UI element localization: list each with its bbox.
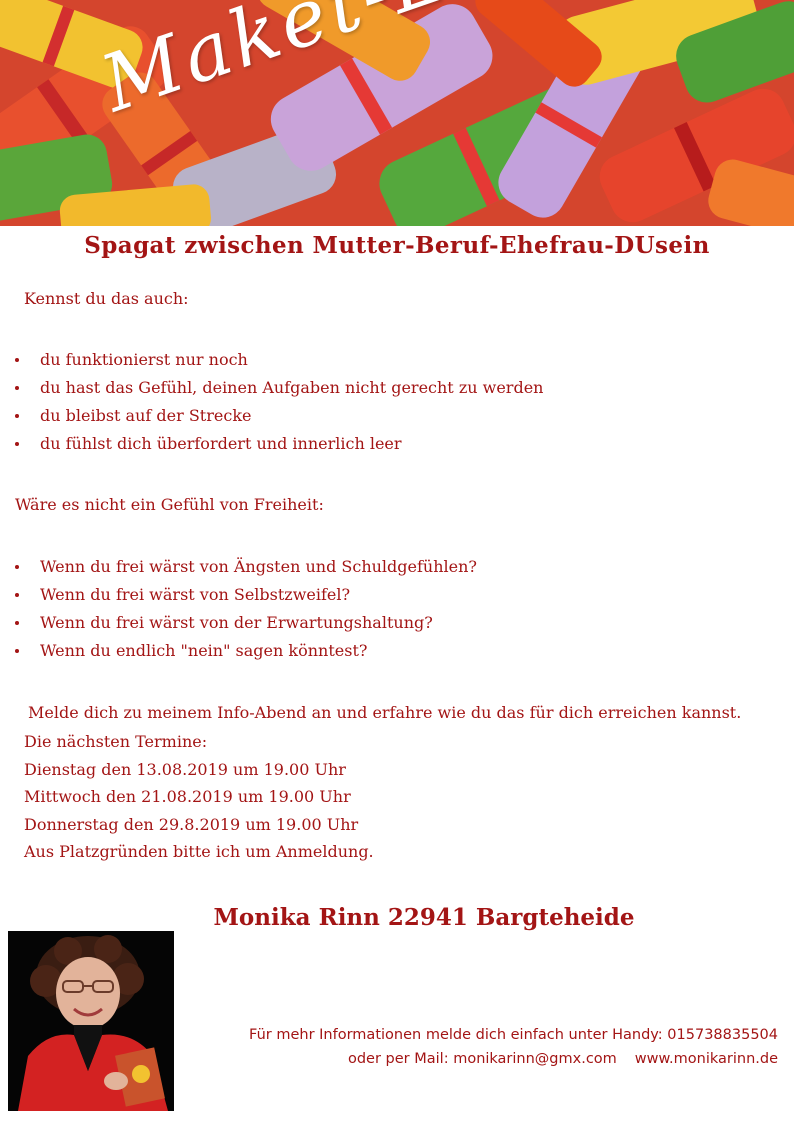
freedom-list xyxy=(0,556,477,668)
date-entry: Dienstag den 13.08.2019 um 19.00 Uhr xyxy=(24,759,346,779)
list-item: du bleibst auf der Strecke xyxy=(0,405,543,433)
portrait-image xyxy=(8,931,174,1111)
freedom-question: Wäre es nicht ein Gefühl von Freiheit: xyxy=(15,495,324,514)
bullet-icon xyxy=(15,358,19,362)
registration-note: Aus Platzgründen bitte ich um Anmeldung. xyxy=(24,842,374,862)
header-banner xyxy=(0,0,794,226)
list-item: Wenn du frei wärst von Ängsten und Schuldgefühlen? xyxy=(0,556,477,584)
list-item: du funktionierst nur noch xyxy=(0,349,543,377)
portrait-photo xyxy=(8,931,174,1111)
bullet-icon xyxy=(15,593,19,597)
list-item: du hast das Gefühl, deinen Aufgaben nicht gerecht zu werden xyxy=(0,377,543,405)
problem-list xyxy=(0,349,543,461)
date-entry: Donnerstag den 29.8.2019 um 19.00 Uhr xyxy=(24,814,359,834)
bullet-icon xyxy=(15,442,19,446)
contact-website[interactable]: www.monikarinn.de xyxy=(634,1051,778,1067)
contact-mail-line xyxy=(348,1051,778,1067)
list-item: Wenn du frei wärst von der Erwartungshaltung? xyxy=(0,612,477,640)
list-item: Wenn du endlich "nein" sagen könntest? xyxy=(0,640,477,668)
bullet-icon xyxy=(15,414,19,418)
bullet-icon xyxy=(15,649,19,653)
dates-heading: Die nächsten Termine: xyxy=(24,732,208,751)
headline: Spagat zwischen Mutter-Beruf-Ehefrau-DUsein xyxy=(84,232,710,259)
name-and-location: Monika Rinn 22941 Bargteheide xyxy=(213,904,635,931)
list-item: du fühlst dich überfordert und innerlich leer xyxy=(0,433,543,461)
date-entry: Mittwoch den 21.08.2019 um 19.00 Uhr xyxy=(24,787,351,807)
bullet-icon xyxy=(15,621,19,625)
dates-block xyxy=(24,731,374,869)
list-item: Wenn du frei wärst von Selbstzweifel? xyxy=(0,584,477,612)
contact-phone-line: Für mehr Informationen melde dich einfach unter Handy: 015738835504 xyxy=(249,1027,778,1043)
bullet-icon xyxy=(15,386,19,390)
bullet-icon xyxy=(15,565,19,569)
invitation-text: Melde dich zu meinem Info-Abend an und erfahre wie du das für dich erreichen kannst. xyxy=(28,703,742,722)
contact-mail[interactable]: oder per Mail: monikarinn@gmx.com xyxy=(347,1051,617,1067)
intro-question: Kennst du das auch: xyxy=(24,289,189,308)
